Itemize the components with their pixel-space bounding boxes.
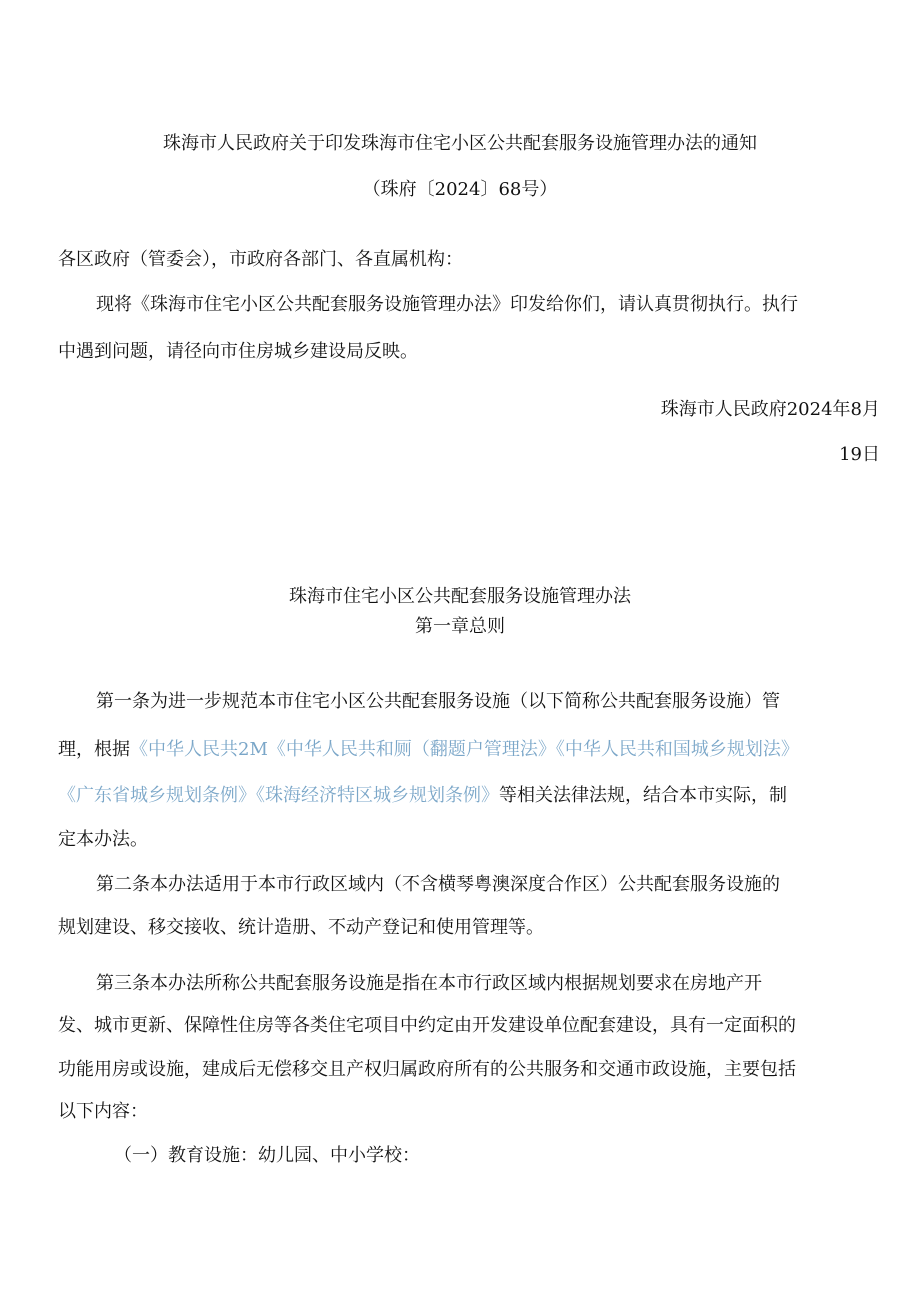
law-citation-link[interactable]: 《中华人民共2M《中华人民共和厕（翻题户管理法》《中华人民共和国城乡规划法》 [130,739,799,760]
chapter-heading: 第一章总则 [415,616,505,637]
signing-date: 19日 [839,444,880,465]
list-item: （一）教育设施：幼儿园、中小学校： [114,1145,420,1166]
article-1-text: 等相关法律法规，结合本市实际，制 [499,785,787,806]
measures-title: 珠海市住宅小区公共配套服务设施管理办法 [289,586,631,607]
notice-body-line: 中遇到问题，请径向市住房城乡建设局反映。 [58,341,418,362]
article-1-line: 第一条为进一步规范本市住宅小区公共配套服务设施（以下简称公共配套服务设施）管 [96,691,780,712]
article-3-line: 发、城市更新、保障性住房等各类住宅项目中约定由开发建设单位配套建设，具有一定面积的 [58,1015,796,1036]
article-3-line: 功能用房或设施，建成后无偿移交且产权归属政府所有的公共服务和交通市政设施，主要包括 [58,1059,796,1080]
article-2-line: 规划建设、移交接收、统计造册、不动产登记和使用管理等。 [58,917,544,938]
signer: 珠海市人民政府2024年8月 [660,399,880,420]
addressee: 各区政府（管委会），市政府各部门、各直属机构： [58,249,463,270]
article-2-line: 第二条本办法适用于本市行政区域内（不含横琴粤澳深度合作区）公共配套服务设施的 [96,874,780,895]
article-1-text: 理，根据 [58,739,130,760]
law-citation-link[interactable]: 《广东省城乡规划条例》《珠海经济特区城乡规划条例》 [58,785,499,806]
notice-body-line: 现将《珠海市住宅小区公共配套服务设施管理办法》印发给你们，请认真贯彻执行。执行 [96,294,798,315]
article-1-line: 定本办法。 [58,829,148,850]
article-1-line [58,784,787,808]
article-3-line: 第三条本办法所称公共配套服务设施是指在本市行政区域内根据规划要求在房地产开 [96,973,762,994]
notice-title: 珠海市人民政府关于印发珠海市住宅小区公共配套服务设施管理办法的通知 [163,133,757,154]
article-1-line [58,738,799,762]
doc-number: （珠府〔2024〕68号） [362,179,558,200]
article-3-line: 以下内容： [58,1101,148,1122]
